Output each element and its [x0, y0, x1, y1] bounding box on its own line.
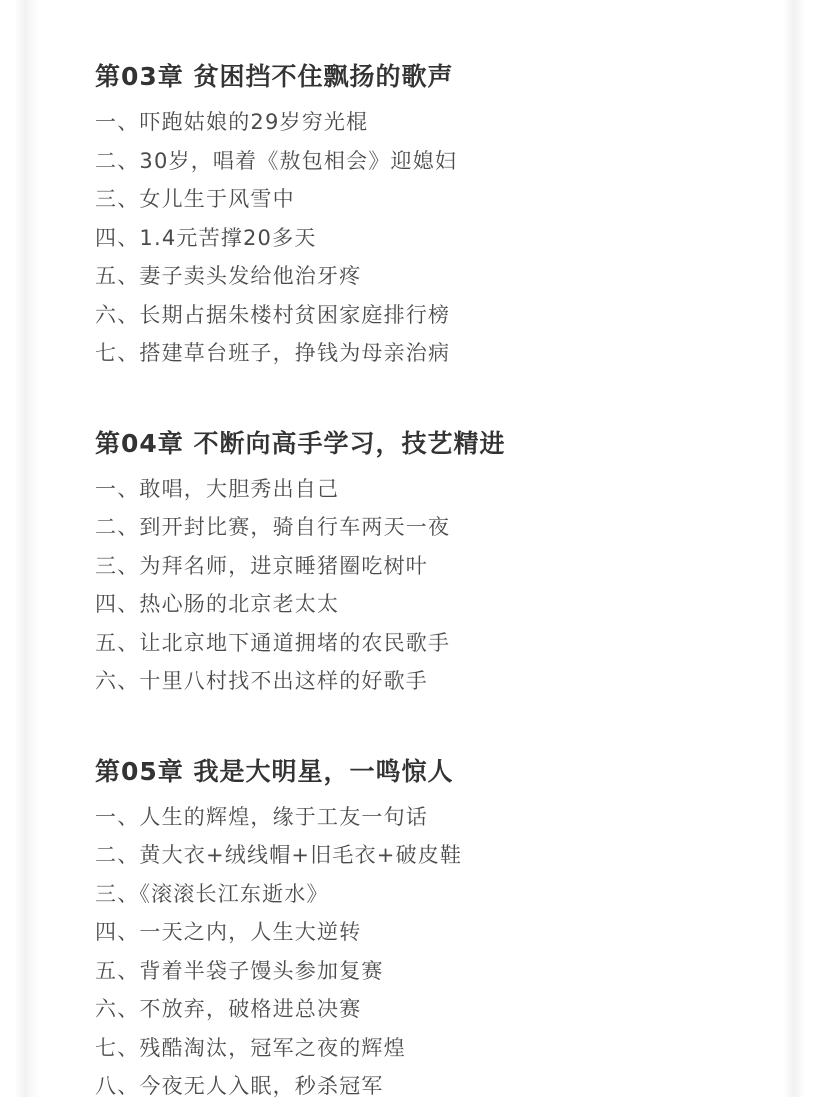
toc-item: 七、搭建草台班子，挣钱为母亲治病 [95, 341, 451, 365]
toc-item: 一、吓跑姑娘的29岁穷光棍 [95, 110, 369, 134]
toc-item: 六、长期占据朱楼村贫困家庭排行榜 [95, 302, 451, 327]
toc-item: 四、一天之内，人生大逆转 [95, 920, 362, 944]
chapter-heading: 第05章 我是大明星，一鸣惊人 [95, 756, 454, 786]
toc-item: 四、热心肠的北京老太太 [95, 592, 340, 616]
toc-item: 二、到开封比赛，骑自行车两天一夜 [95, 515, 451, 539]
chapter-heading: 第03章 贫困挡不住飘扬的歌声 [95, 62, 454, 91]
toc-item: 五、妻子卖头发给他治牙疼 [95, 264, 362, 288]
toc-item: 三、女儿生于风雪中 [95, 187, 295, 211]
toc-item: 一、人生的辉煌，缘于工友一句话 [95, 804, 428, 829]
chapter-item-list [95, 103, 735, 373]
toc-item: 五、让北京地下通道拥堵的农民歌手 [95, 630, 451, 655]
chapter-heading: 第04章 不断向高手学习，技艺精进 [95, 428, 506, 458]
chapter-section-05 [95, 750, 735, 1106]
chapter-section-03 [95, 55, 735, 373]
page-edge-shadow-right [783, 0, 805, 1097]
page-edge-shadow-left [14, 0, 40, 1097]
toc-item: 六、十里八村找不出这样的好歌手 [95, 669, 428, 693]
toc-item: 二、30岁，唱着《敖包相会》迎媳妇 [95, 148, 458, 173]
toc-item: 六、不放弃，破格进总决赛 [95, 997, 362, 1021]
toc-item: 三、为拜名师，进京睡猪圈吃树叶 [95, 553, 428, 578]
toc-item: 一、敢唱，大胆秀出自己 [95, 476, 340, 501]
table-of-contents [95, 55, 735, 1106]
toc-item: 四、1.4元苦撑20多天 [95, 225, 317, 250]
toc-item: 二、黄大衣+绒线帽+旧毛衣+破皮鞋 [95, 843, 463, 867]
chapter-section-04 [95, 422, 735, 701]
toc-item: 三、《滚滚长江东逝水》 [95, 881, 329, 906]
toc-item: 五、背着半袋子馒头参加复赛 [95, 958, 384, 983]
toc-item: 七、残酷淘汰，冠军之夜的辉煌 [95, 1035, 406, 1060]
chapter-item-list [95, 470, 735, 701]
chapter-item-list [95, 798, 735, 1106]
toc-item: 八、今夜无人入眠，秒杀冠军 [95, 1074, 384, 1098]
